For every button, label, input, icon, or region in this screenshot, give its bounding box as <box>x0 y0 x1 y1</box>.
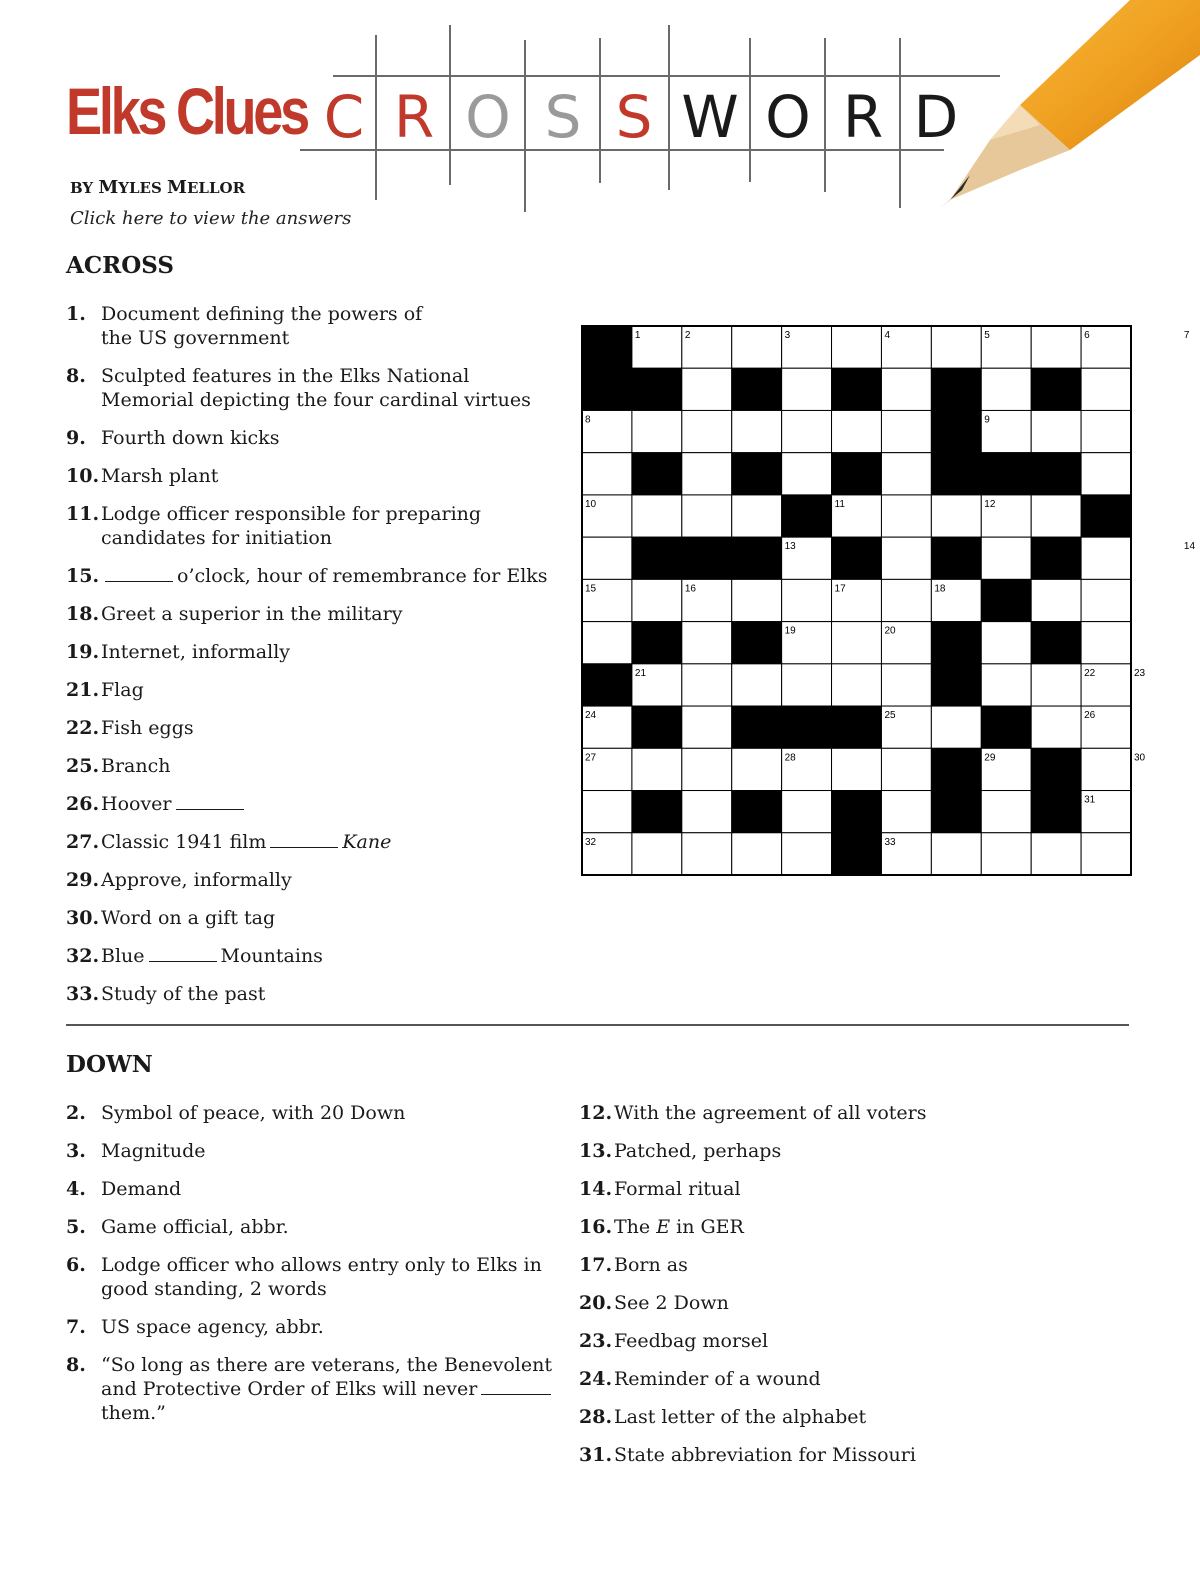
grid-cell[interactable] <box>881 368 931 410</box>
clue-item <box>66 982 265 1006</box>
clue-text: Formal ritual <box>614 1178 741 1200</box>
section-divider <box>66 1024 1129 1026</box>
grid-cell[interactable] <box>682 706 732 748</box>
title-letter: R <box>393 83 435 151</box>
grid-cell-black <box>832 791 882 833</box>
clue-item <box>579 1291 729 1315</box>
clue-number: 14. <box>579 1178 613 1200</box>
grid-cell-black <box>632 706 682 748</box>
grid-cell[interactable] <box>682 622 732 664</box>
grid-cell[interactable] <box>1081 622 1131 664</box>
grid-cell-black <box>981 706 1031 748</box>
grid-cell[interactable] <box>1031 410 1081 452</box>
clue-item <box>66 1139 206 1163</box>
grid-cell[interactable] <box>582 791 632 833</box>
title-letter: D <box>913 83 959 151</box>
clue-number: 29. <box>66 869 100 891</box>
grid-cell-black <box>1031 748 1081 790</box>
clue-text: Memorial depicting the four cardinal virtues <box>101 389 531 411</box>
cell-number: 13 <box>784 541 796 553</box>
grid-cell[interactable] <box>732 833 782 875</box>
grid-cell[interactable] <box>881 537 931 579</box>
brand-logo: Elks Clues <box>66 74 307 148</box>
grid-cell[interactable] <box>682 748 732 790</box>
grid-cell-black <box>1081 495 1131 537</box>
grid-cell[interactable] <box>981 368 1031 410</box>
clue-text: Demand <box>101 1178 182 1200</box>
grid-cell-black <box>1031 622 1081 664</box>
cell-number: 25 <box>884 710 896 722</box>
cell-number: 20 <box>884 625 896 637</box>
clue-item <box>66 640 290 664</box>
grid-cell[interactable] <box>1081 368 1131 410</box>
clue-text: Word on a gift tag <box>101 907 276 929</box>
grid-cell[interactable] <box>782 579 832 621</box>
clue-number: 32. <box>66 945 100 967</box>
clue-text: Blue <box>101 945 145 967</box>
cell-number: 27 <box>585 752 597 764</box>
view-answers-link[interactable]: Click here to view the answers <box>70 208 352 229</box>
clue-number: 8. <box>66 1354 86 1376</box>
clue-item <box>66 364 531 412</box>
clue-number: 31. <box>579 1444 613 1466</box>
grid-cell-black <box>931 664 981 706</box>
grid-cell-black <box>632 622 682 664</box>
grid-cell-black <box>1031 537 1081 579</box>
grid-cell-black <box>1031 368 1081 410</box>
grid-cell[interactable] <box>582 537 632 579</box>
cell-number: 1 <box>634 330 641 341</box>
clue-text: Branch <box>101 755 171 777</box>
grid-cell-black <box>632 453 682 495</box>
cell-number: 16 <box>684 583 696 595</box>
cell-number: 14 <box>1183 541 1196 553</box>
clue-text: Symbol of peace, with 20 Down <box>101 1102 406 1124</box>
grid-cell[interactable] <box>732 579 782 621</box>
grid-cell[interactable] <box>1081 833 1131 875</box>
grid-cell-black <box>981 453 1031 495</box>
clue-text: US space agency, abbr. <box>101 1316 324 1338</box>
clue-number: 7. <box>66 1316 86 1338</box>
clue-item <box>66 602 402 626</box>
grid-cell[interactable] <box>682 495 732 537</box>
grid-cell[interactable] <box>1081 537 1131 579</box>
clue-number: 25. <box>66 755 100 777</box>
grid-cell[interactable] <box>682 410 732 452</box>
grid-cell[interactable] <box>582 453 632 495</box>
cell-number: 24 <box>585 710 597 722</box>
grid-cell[interactable] <box>682 664 732 706</box>
grid-cell[interactable] <box>582 622 632 664</box>
grid-cell[interactable] <box>1031 706 1081 748</box>
answer-blank <box>270 831 338 848</box>
cell-number: 7 <box>1183 330 1190 341</box>
grid-cell[interactable] <box>1081 748 1131 790</box>
grid-cell-black <box>582 664 632 706</box>
clue-text: Born as <box>614 1254 688 1276</box>
clue-text: Hoover <box>101 793 172 815</box>
grid-cell[interactable] <box>632 748 682 790</box>
grid-cell-black <box>782 495 832 537</box>
clue-number: 4. <box>66 1178 86 1200</box>
answer-blank <box>481 1378 551 1395</box>
clue-item <box>579 1215 744 1239</box>
cell-number: 5 <box>984 330 990 341</box>
grid-cell[interactable] <box>682 791 732 833</box>
grid-cell-black <box>1031 791 1081 833</box>
clue-item <box>579 1253 688 1277</box>
grid-cell[interactable] <box>981 833 1031 875</box>
cell-number: 19 <box>784 625 796 637</box>
clue-item <box>66 830 391 854</box>
clue-item <box>66 1177 181 1201</box>
answer-blank <box>176 793 244 810</box>
clue-item <box>66 868 292 892</box>
cell-number: 18 <box>934 583 946 595</box>
clue-text: Internet, informally <box>101 641 290 663</box>
clue-number: 30. <box>66 907 100 929</box>
clue-item <box>66 464 218 488</box>
grid-cell[interactable] <box>931 495 981 537</box>
cell-number: 15 <box>585 583 597 595</box>
clue-number: 2. <box>66 1102 86 1124</box>
clue-number: 12. <box>579 1102 613 1124</box>
cell-number: 6 <box>1084 330 1090 341</box>
clue-text: Last letter of the alphabet <box>614 1406 867 1428</box>
cell-number: 23 <box>1134 667 1146 679</box>
cell-number: 22 <box>1084 667 1096 679</box>
grid-cell-black <box>832 833 882 875</box>
clue-text: Mountains <box>220 945 323 967</box>
grid-cell[interactable] <box>881 453 931 495</box>
grid-cell-black <box>832 706 882 748</box>
clue-text: Approve, informally <box>101 869 292 891</box>
clue-text: o’clock, hour of remembrance for Elks <box>177 565 548 587</box>
grid-cell[interactable] <box>782 664 832 706</box>
grid-cell-black <box>1031 453 1081 495</box>
cell-number: 29 <box>984 752 996 764</box>
clue-text: Lodge officer responsible for preparing <box>101 503 482 525</box>
grid-cell-black <box>732 537 782 579</box>
clue-text: candidates for initiation <box>101 527 333 549</box>
cell-number: 31 <box>1084 794 1096 806</box>
grid-cell[interactable] <box>682 453 732 495</box>
clue-number: 11. <box>66 503 100 525</box>
cell-number: 9 <box>984 414 990 426</box>
grid-cell[interactable] <box>1081 453 1131 495</box>
grid-cell[interactable] <box>832 326 882 368</box>
clue-item <box>66 678 144 702</box>
grid-cell[interactable] <box>881 579 931 621</box>
grid-cell[interactable] <box>732 748 782 790</box>
grid-cell[interactable] <box>632 833 682 875</box>
grid-cell[interactable] <box>931 833 981 875</box>
clue-text: The <box>614 1216 657 1238</box>
clue-item <box>579 1101 927 1125</box>
grid-svg[interactable] <box>581 325 1196 876</box>
grid-cell-black <box>931 368 981 410</box>
grid-cell[interactable] <box>682 833 732 875</box>
grid-cell-black <box>931 622 981 664</box>
clue-text: Sculpted features in the Elks National <box>101 365 470 387</box>
cell-number: 21 <box>634 667 647 679</box>
clue-text: Magnitude <box>101 1140 206 1162</box>
grid-cell[interactable] <box>981 537 1031 579</box>
clue-number: 16. <box>579 1216 613 1238</box>
clue-text: Game official, abbr. <box>101 1216 289 1238</box>
clue-text: and Protective Order of Elks will never <box>101 1378 478 1400</box>
grid-cell-black <box>582 326 632 368</box>
grid-cell[interactable] <box>632 410 682 452</box>
title-letter: S <box>615 83 653 151</box>
grid-cell[interactable] <box>732 664 782 706</box>
clue-number: 8. <box>66 365 86 387</box>
clue-number: 21. <box>66 679 100 701</box>
clue-number: 5. <box>66 1216 86 1238</box>
grid-cell-black <box>832 368 882 410</box>
clue-text: them.” <box>101 1402 166 1424</box>
clue-text: Marsh plant <box>101 465 219 487</box>
grid-cell[interactable] <box>832 410 882 452</box>
clue-text: E <box>656 1216 671 1238</box>
grid-cell-black <box>931 537 981 579</box>
title-letter: W <box>681 83 739 151</box>
cell-number: 4 <box>884 330 891 341</box>
grid-cell[interactable] <box>832 748 882 790</box>
grid-cell[interactable] <box>881 664 931 706</box>
pencil-icon <box>930 0 1200 215</box>
grid-cell[interactable] <box>632 579 682 621</box>
grid-cell[interactable] <box>1081 410 1131 452</box>
clue-item <box>66 906 275 930</box>
clue-item <box>66 944 323 968</box>
clue-text: in GER <box>670 1216 744 1238</box>
clue-text: Lodge officer who allows entry only to Elks in <box>101 1254 542 1276</box>
grid-cell[interactable] <box>1031 664 1081 706</box>
clue-number: 33. <box>66 983 100 1005</box>
clue-item <box>66 1353 555 1425</box>
clue-text: State abbreviation for Missouri <box>614 1444 916 1466</box>
clue-number: 10. <box>66 465 100 487</box>
clue-number: 17. <box>579 1254 613 1276</box>
clue-number: 22. <box>66 717 100 739</box>
cell-number: 30 <box>1134 752 1146 764</box>
clue-item <box>579 1405 866 1429</box>
clue-text: Reminder of a wound <box>614 1368 821 1390</box>
grid-cell[interactable] <box>931 326 981 368</box>
grid-cell[interactable] <box>632 495 682 537</box>
clue-number: 18. <box>66 603 100 625</box>
clue-text: Flag <box>101 679 144 701</box>
cell-number: 8 <box>585 414 591 426</box>
grid-cell[interactable] <box>782 453 832 495</box>
grid-cell[interactable] <box>881 748 931 790</box>
clue-number: 1. <box>66 303 86 325</box>
answer-blank <box>105 565 173 582</box>
clue-item <box>579 1177 741 1201</box>
grid-cell[interactable] <box>881 791 931 833</box>
clue-item <box>66 1101 405 1125</box>
grid-cell[interactable] <box>1031 579 1081 621</box>
grid-cell[interactable] <box>782 410 832 452</box>
clue-item <box>579 1443 916 1467</box>
grid-cell-black <box>732 706 782 748</box>
clue-number: 3. <box>66 1140 86 1162</box>
clue-number: 9. <box>66 427 86 449</box>
title-letter: S <box>544 83 582 151</box>
grid-cell-black <box>981 579 1031 621</box>
grid-cell[interactable] <box>1031 326 1081 368</box>
clue-item <box>579 1367 821 1391</box>
cell-number: 10 <box>585 498 597 510</box>
cell-number: 17 <box>834 583 846 595</box>
grid-cell[interactable] <box>1031 495 1081 537</box>
clue-number: 23. <box>579 1330 613 1352</box>
clue-item <box>66 792 248 816</box>
title-letter: O <box>465 83 511 151</box>
clue-item <box>66 1253 542 1301</box>
grid-cell[interactable] <box>1081 579 1131 621</box>
clue-text: Patched, perhaps <box>614 1140 782 1162</box>
cell-number: 33 <box>884 836 896 848</box>
clue-text: the US government <box>101 327 290 349</box>
grid-cell-black <box>632 791 682 833</box>
title-letter: R <box>842 83 884 151</box>
clue-text: Study of the past <box>101 983 266 1005</box>
clue-item <box>66 564 548 588</box>
grid-cell-black <box>782 706 832 748</box>
cell-number: 2 <box>684 330 691 341</box>
grid-cell-black <box>832 537 882 579</box>
grid-cell[interactable] <box>981 664 1031 706</box>
down-heading: DOWN <box>66 1051 153 1078</box>
clue-number: 24. <box>579 1368 613 1390</box>
grid-cell[interactable] <box>1031 833 1081 875</box>
grid-cell[interactable] <box>931 706 981 748</box>
clue-text: Kane <box>342 831 392 853</box>
clue-text: Fish eggs <box>101 717 194 739</box>
clue-text: Document defining the powers of <box>101 303 423 325</box>
grid-cell-black <box>832 453 882 495</box>
cell-number: 12 <box>984 498 996 510</box>
clue-number: 19. <box>66 641 100 663</box>
clue-item <box>579 1139 781 1163</box>
grid-cell[interactable] <box>732 326 782 368</box>
cell-number: 26 <box>1084 710 1096 722</box>
grid-cell-black <box>732 368 782 410</box>
grid-cell-black <box>582 368 632 410</box>
clue-number: 27. <box>66 831 100 853</box>
grid-cell-black <box>931 410 981 452</box>
clue-item <box>66 1315 324 1339</box>
clue-text: Classic 1941 film <box>101 831 267 853</box>
cell-number: 32 <box>585 836 597 848</box>
title-letter: O <box>765 83 811 151</box>
crossword-grid[interactable] <box>581 325 1196 880</box>
grid-cell[interactable] <box>832 622 882 664</box>
grid-cell-black <box>682 537 732 579</box>
grid-cell-black <box>732 622 782 664</box>
clue-item <box>66 1215 289 1239</box>
grid-cell[interactable] <box>981 791 1031 833</box>
grid-cell[interactable] <box>981 622 1031 664</box>
grid-cell[interactable] <box>782 833 832 875</box>
grid-cell-black <box>931 453 981 495</box>
clue-text: good standing, 2 words <box>101 1278 327 1300</box>
clue-text: Fourth down kicks <box>101 427 280 449</box>
grid-cell[interactable] <box>881 495 931 537</box>
clue-item <box>66 502 481 550</box>
clue-item <box>66 302 422 350</box>
clue-text: “So long as there are veterans, the Benevolent <box>101 1354 552 1376</box>
grid-cell-black <box>732 453 782 495</box>
clue-text: Greet a superior in the military <box>101 603 403 625</box>
grid-cell-black <box>632 368 682 410</box>
across-heading: ACROSS <box>66 252 175 279</box>
clue-item <box>66 426 279 450</box>
clue-number: 6. <box>66 1254 86 1276</box>
title-letter: C <box>323 83 365 151</box>
clue-text: See 2 Down <box>614 1292 729 1314</box>
byline: BY MYLES MELLOR <box>70 177 246 198</box>
clue-item <box>66 754 171 778</box>
answer-blank <box>149 945 217 962</box>
clue-item <box>579 1329 768 1353</box>
grid-cell[interactable] <box>732 410 782 452</box>
grid-cell-black <box>632 537 682 579</box>
grid-cell[interactable] <box>881 410 931 452</box>
cell-number: 11 <box>834 498 845 510</box>
clue-text: Feedbag morsel <box>614 1330 769 1352</box>
clue-number: 28. <box>579 1406 613 1428</box>
cell-number: 28 <box>784 752 796 764</box>
cell-number: 3 <box>784 330 791 341</box>
grid-cell-black <box>931 791 981 833</box>
clue-text: With the agreement of all voters <box>614 1102 927 1124</box>
grid-cell[interactable] <box>782 368 832 410</box>
grid-cell-black <box>732 791 782 833</box>
clue-number: 13. <box>579 1140 613 1162</box>
grid-cell-black <box>931 748 981 790</box>
grid-cell[interactable] <box>832 664 882 706</box>
clue-number: 20. <box>579 1292 613 1314</box>
clue-number: 15. <box>66 565 100 587</box>
clue-number: 26. <box>66 793 100 815</box>
clue-item <box>66 716 194 740</box>
grid-cell[interactable] <box>732 495 782 537</box>
grid-cell[interactable] <box>682 368 732 410</box>
grid-cell[interactable] <box>782 791 832 833</box>
